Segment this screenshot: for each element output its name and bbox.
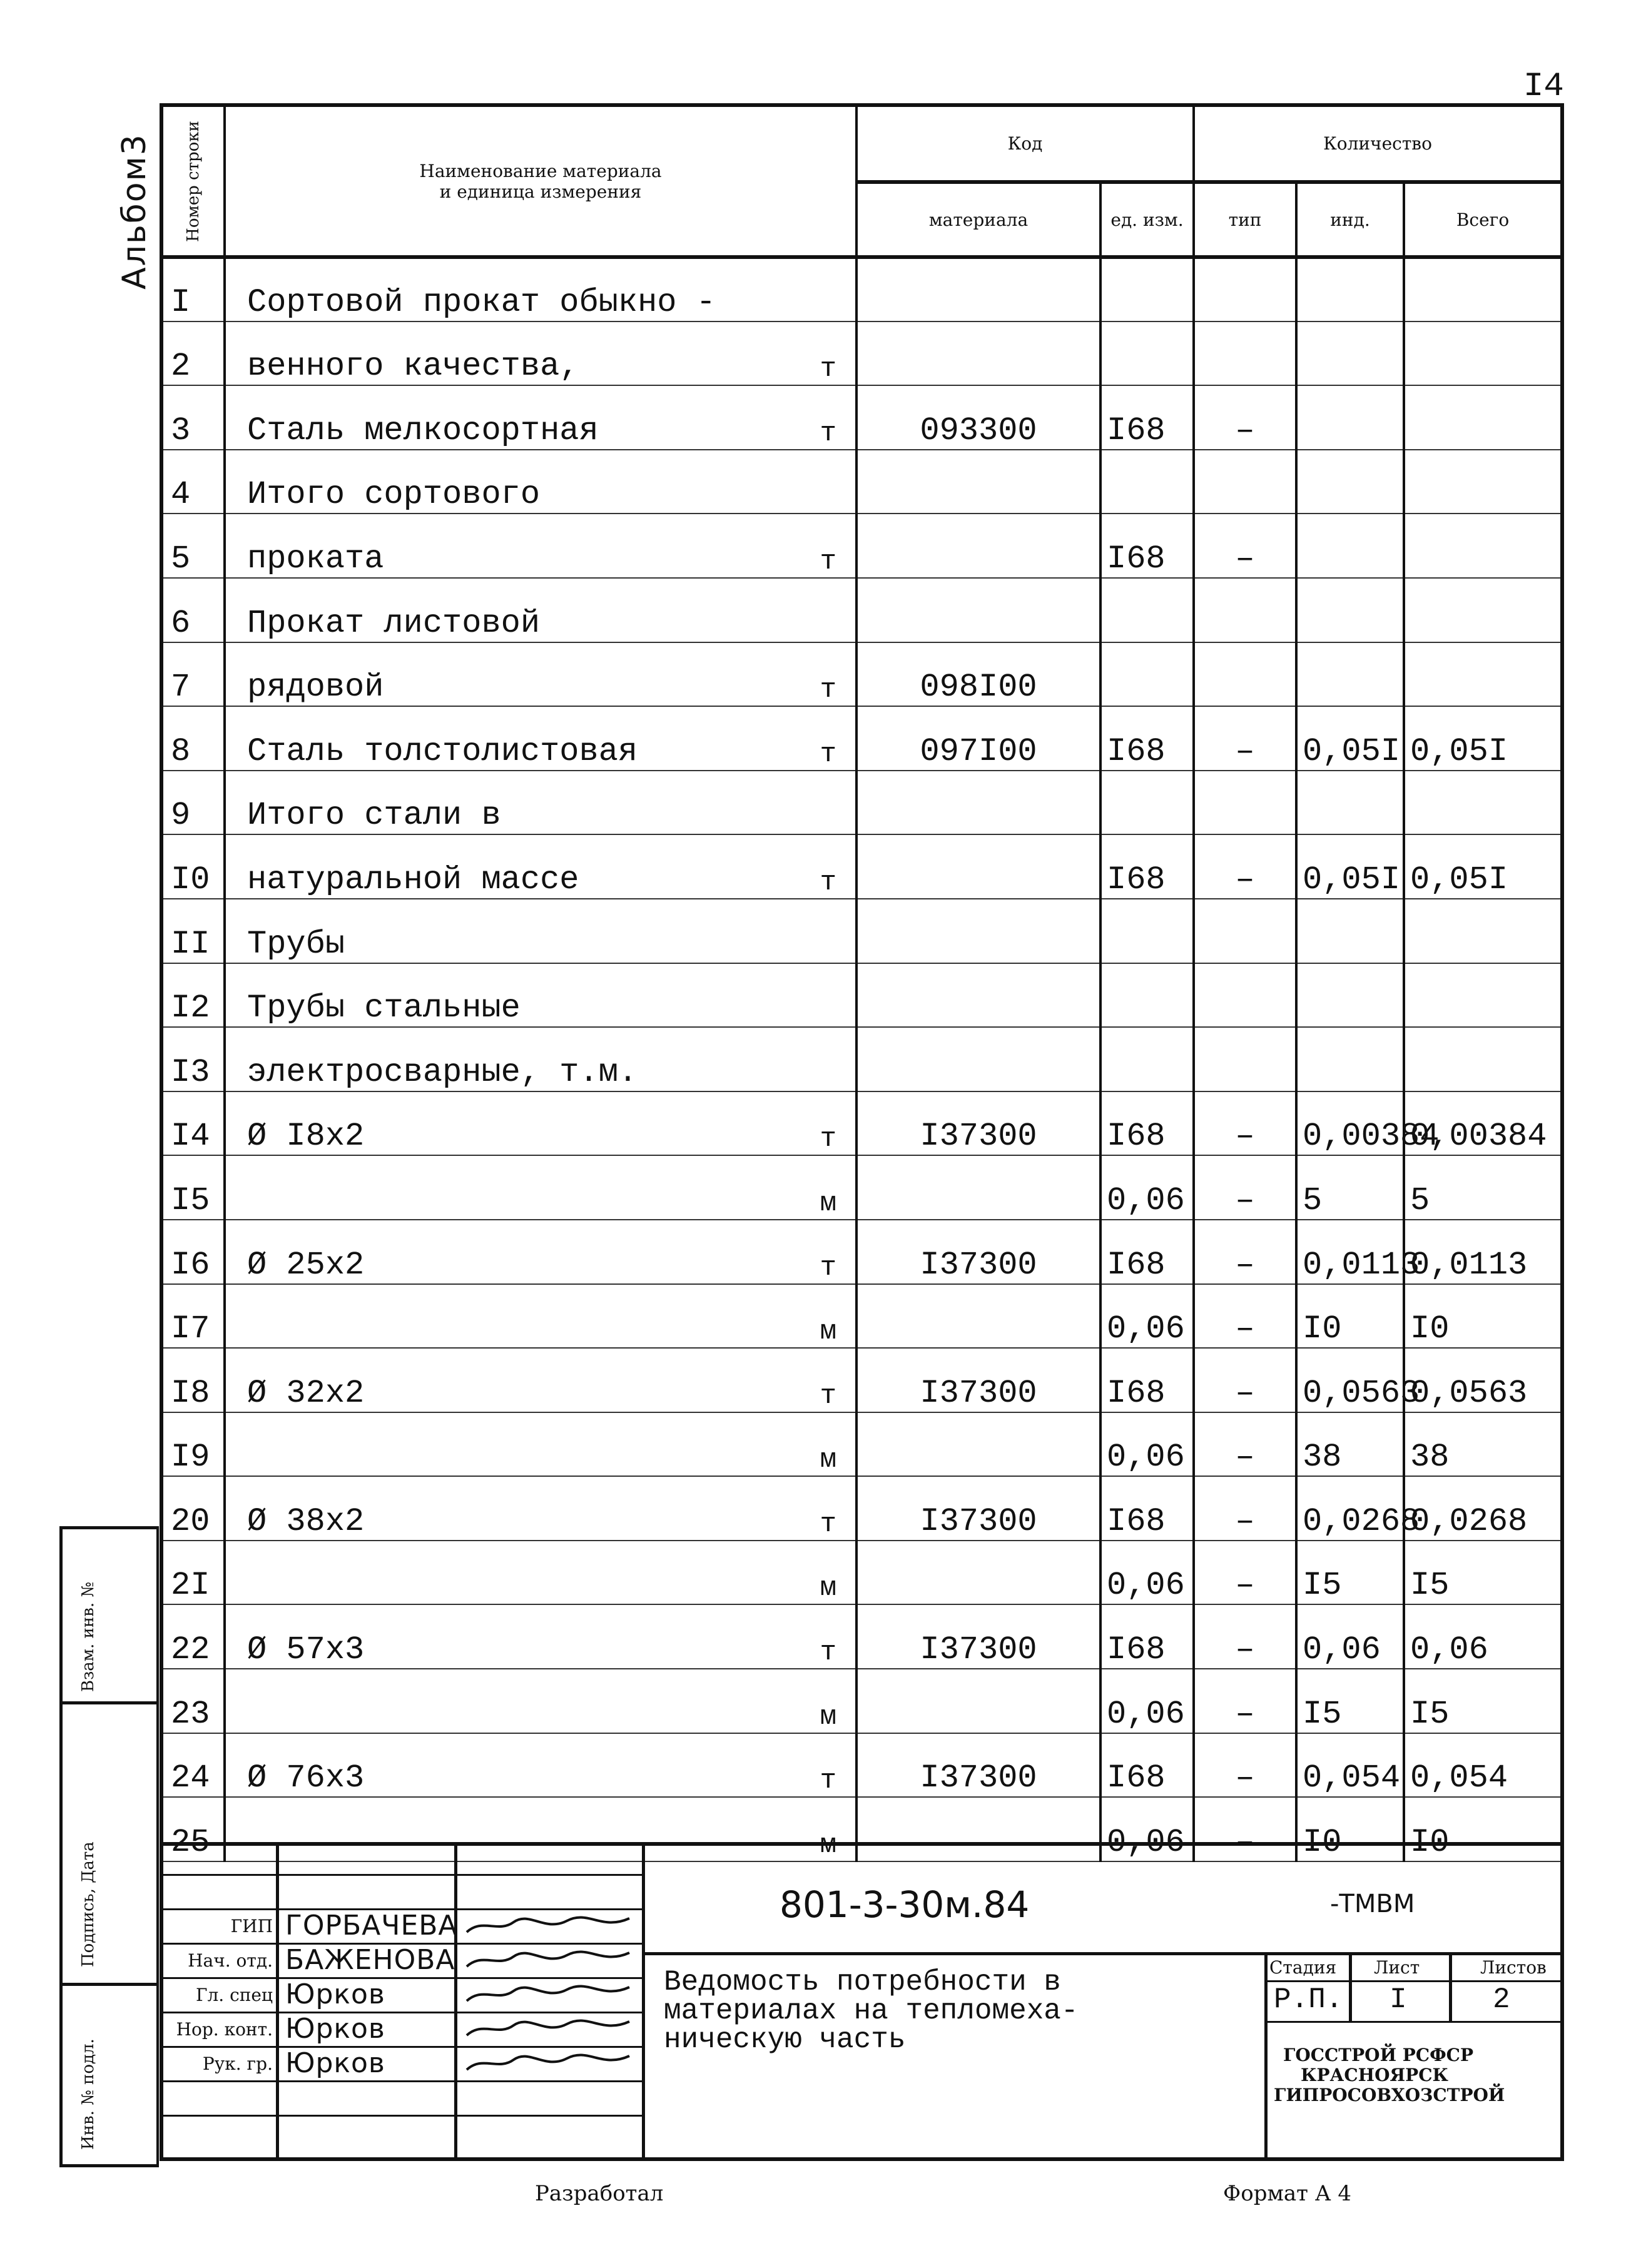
qty-type-cell: – [1194,385,1296,450]
signature [464,2052,633,2073]
table-row [163,321,1560,386]
material-code-cell: 098I00 [856,642,1100,707]
header-name: Наименование материала и единица измерения [225,107,856,257]
footer-format: Формат А 4 [1223,2181,1351,2206]
material-code-cell: 097I00 [856,706,1100,771]
material-code-cell [856,963,1100,1028]
material-code-cell: I37300 [856,1091,1100,1156]
org-line-1: ГОССТРОЙ РСФСР [1283,2045,1474,2065]
material-name-cell [225,834,856,899]
qty-type-cell: – [1194,1348,1296,1412]
table-row [163,1733,1560,1798]
qty-type-cell: – [1194,1797,1296,1861]
material-name-cell [225,1476,856,1541]
table-row [163,385,1560,450]
material-name-cell [225,1155,856,1220]
document-suffix: -ТМВМ [1330,1890,1415,1918]
qty-type-cell [1194,257,1296,321]
qty-total-cell: 5 [1404,1155,1560,1220]
qty-ind-cell: 0,00384 [1296,1091,1404,1156]
row-number-cell: I6 [163,1220,225,1284]
qty-type-cell: – [1194,1733,1296,1798]
qty-type-cell [1194,450,1296,514]
material-code-cell [856,1412,1100,1477]
material-name-text: натуральной массе [247,861,579,898]
qty-total-cell [1404,642,1560,707]
qty-type-cell: – [1194,1669,1296,1733]
qty-ind-cell: 0,05I [1296,706,1404,771]
unit-code-cell: I68 [1100,385,1194,450]
table-row [163,771,1560,835]
material-name-cell [225,963,856,1028]
qty-total-cell [1404,321,1560,386]
qty-total-cell: 0,054 [1404,1733,1560,1798]
signature [464,2018,633,2039]
material-code-cell: I37300 [856,1733,1100,1798]
unit-text: т [820,1765,836,1797]
qty-type-cell: – [1194,1476,1296,1541]
material-code-cell [856,771,1100,835]
signature [464,1983,633,2005]
qty-total-cell [1404,963,1560,1028]
qty-ind-cell [1296,771,1404,835]
header-quantity: Количество [1194,107,1560,182]
row-number-cell: 23 [163,1669,225,1733]
qty-ind-cell: I0 [1296,1797,1404,1861]
page-number: I4 [1523,68,1564,106]
material-name-text: проката [247,540,384,577]
unit-code-cell [1100,1027,1194,1091]
stamp-sign-date: Подпись, Дата [59,1701,159,1986]
material-code-cell [856,450,1100,514]
qty-type-cell: – [1194,1284,1296,1349]
table-row [163,899,1560,963]
document-code: 801-3-30м.84 [780,1883,1030,1926]
unit-text: т [820,1508,836,1540]
stage-label: Стадия [1269,1957,1337,1978]
qty-total-cell: 0,0563 [1404,1348,1560,1412]
material-name-cell [225,257,856,321]
table-row [163,578,1560,642]
sheet-label: Лист [1374,1957,1420,1978]
document-title-line-3: ническую часть [664,2023,906,2056]
material-code-cell: I37300 [856,1220,1100,1284]
org-line-2: КРАСНОЯРСК [1301,2065,1448,2085]
qty-type-cell [1194,963,1296,1028]
row-number-cell: 6 [163,578,225,642]
qty-ind-cell: 0,0268 [1296,1476,1404,1541]
qty-type-cell [1194,321,1296,386]
unit-code-cell: 0,06 [1100,1284,1194,1349]
material-code-cell: I37300 [856,1348,1100,1412]
row-number-cell: 9 [163,771,225,835]
qty-ind-cell [1296,385,1404,450]
qty-type-cell [1194,771,1296,835]
material-name-cell [225,899,856,963]
footer-developed: Разработал [535,2181,664,2206]
table-row [163,1348,1560,1412]
row-number-cell: 2I [163,1541,225,1605]
qty-total-cell [1404,899,1560,963]
header-code-material: материала [856,182,1100,257]
role-label: Нач. отд. [188,1950,273,1971]
material-code-cell: 093300 [856,385,1100,450]
unit-code-cell [1100,771,1194,835]
qty-ind-cell [1296,642,1404,707]
material-name-text: Ø 76x3 [247,1759,365,1797]
qty-type-cell: – [1194,514,1296,578]
unit-code-cell: I68 [1100,1476,1194,1541]
unit-code-cell [1100,963,1194,1028]
qty-ind-cell [1296,1027,1404,1091]
qty-ind-cell: 0,0563 [1296,1348,1404,1412]
unit-code-cell: 0,06 [1100,1541,1194,1605]
header-row-number: Номер строки [163,107,225,257]
unit-code-cell: I68 [1100,1348,1194,1412]
header-qty-total: Всего [1404,182,1560,257]
row-number-cell: 2 [163,321,225,386]
signature [464,1949,633,1970]
stage-value: Р.П. [1274,1983,1343,2016]
material-code-cell [856,321,1100,386]
material-name-cell [225,1284,856,1349]
material-name-cell [225,1541,856,1605]
material-code-cell [856,1669,1100,1733]
unit-code-cell: 0,06 [1100,1155,1194,1220]
unit-text: т [820,1252,836,1283]
unit-code-cell [1100,321,1194,386]
material-name-text: Ø I8x2 [247,1118,365,1155]
document-title-line-2: материалах на тепломеха- [664,1995,1079,2027]
material-name-text: Трубы [247,925,345,963]
qty-ind-cell: I5 [1296,1669,1404,1733]
material-name-cell [225,1348,856,1412]
qty-type-cell: – [1194,1091,1296,1156]
qty-type-cell [1194,642,1296,707]
qty-ind-cell: 0,0113 [1296,1220,1404,1284]
row-number-cell: 22 [163,1604,225,1669]
qty-ind-cell: 38 [1296,1412,1404,1477]
row-number-cell: I4 [163,1091,225,1156]
unit-text: т [820,866,836,898]
table-row [163,963,1560,1028]
qty-type-cell: – [1194,1604,1296,1669]
table-row [163,642,1560,707]
material-code-cell [856,1027,1100,1091]
qty-total-cell [1404,771,1560,835]
unit-text: т [820,1123,836,1155]
row-number-cell: II [163,899,225,963]
material-name-text: Сталь мелкосортная [247,412,599,449]
material-code-cell [856,834,1100,899]
row-number-cell: I3 [163,1027,225,1091]
qty-total-cell: I0 [1404,1797,1560,1861]
person-name: БАЖЕНОВА [285,1944,455,1976]
org-line-3: ГИПРОСОВХОЗСТРОЙ [1274,2085,1505,2105]
material-name-cell [225,1733,856,1798]
person-name: Юрков [285,1978,385,2010]
unit-code-cell: I68 [1100,1733,1194,1798]
table-row [163,1604,1560,1669]
material-name-cell [225,1412,856,1477]
person-name: Юрков [285,2047,385,2079]
material-code-cell [856,1541,1100,1605]
unit-code-cell [1100,642,1194,707]
role-label: Гл. спец [195,1985,273,2005]
sheets-value: 2 [1493,1983,1510,2016]
material-code-cell [856,578,1100,642]
row-number-cell: I5 [163,1155,225,1220]
table-row [163,257,1560,321]
sheets-label: Листов [1480,1957,1547,1978]
material-name-text: Прокат листовой [247,604,541,642]
material-name-text: электросварные, т.м. [247,1053,638,1091]
qty-ind-cell: 0,054 [1296,1733,1404,1798]
qty-ind-cell: I5 [1296,1541,1404,1605]
row-number-cell: 5 [163,514,225,578]
qty-total-cell: I0 [1404,1284,1560,1349]
unit-text: м [820,1701,836,1733]
table-row [163,1027,1560,1091]
unit-code-cell: I68 [1100,1091,1194,1156]
header-code-unit: ед. изм. [1100,182,1194,257]
material-name-cell [225,1604,856,1669]
qty-total-cell [1404,514,1560,578]
material-name-text: Ø 32x2 [247,1374,365,1412]
material-name-cell [225,1669,856,1733]
table-row [163,1091,1560,1156]
row-number-cell: 3 [163,385,225,450]
qty-type-cell [1194,1027,1296,1091]
unit-text: т [820,417,836,449]
unit-code-cell: 0,06 [1100,1412,1194,1477]
unit-code-cell: I68 [1100,1220,1194,1284]
row-number-cell: I9 [163,1412,225,1477]
unit-text: т [820,674,836,706]
unit-text: м [820,1572,836,1604]
row-number-cell: I8 [163,1348,225,1412]
unit-code-cell [1100,578,1194,642]
material-name-text: Сортовой прокат обыкно - [247,283,716,321]
qty-ind-cell: 0,05I [1296,834,1404,899]
row-number-cell: I2 [163,963,225,1028]
table-row [163,1476,1560,1541]
material-name-cell [225,1091,856,1156]
qty-type-cell: – [1194,706,1296,771]
material-name-text: рядовой [247,669,384,706]
role-label: Рук. гр. [202,2053,273,2074]
material-name-cell [225,385,856,450]
material-name-cell [225,706,856,771]
unit-text: т [820,545,836,577]
material-name-text: Итого стали в [247,797,501,834]
qty-total-cell [1404,385,1560,450]
material-name-cell [225,578,856,642]
material-name-text: Сталь толстолистовая [247,732,638,770]
unit-code-cell: I68 [1100,514,1194,578]
unit-code-cell [1100,257,1194,321]
material-code-cell: I37300 [856,1476,1100,1541]
title-block [163,1842,1560,2161]
material-name-cell [225,771,856,835]
table-row [163,1541,1560,1605]
role-label: ГИП [230,1916,273,1936]
person-name: Юрков [285,2013,385,2045]
qty-ind-cell: 5 [1296,1155,1404,1220]
qty-total-cell: 0,06 [1404,1604,1560,1669]
unit-text: т [820,738,836,770]
row-number-cell: 4 [163,450,225,514]
qty-total-cell [1404,578,1560,642]
table-row [163,1155,1560,1220]
material-code-cell [856,899,1100,963]
table-row [163,1220,1560,1284]
unit-code-cell: I68 [1100,706,1194,771]
unit-code-cell: I68 [1100,834,1194,899]
qty-total-cell: 0,0268 [1404,1476,1560,1541]
qty-total-cell [1404,450,1560,514]
qty-type-cell: – [1194,1541,1296,1605]
document-title-line-1: Ведомость потребности в [664,1966,1061,1998]
unit-text: м [820,1829,836,1861]
qty-type-cell [1194,899,1296,963]
row-number-cell: I7 [163,1284,225,1349]
qty-type-cell: – [1194,1412,1296,1477]
material-name-text: венного качества, [247,348,579,385]
material-name-text: Ø 57x3 [247,1631,365,1669]
material-name-text: Трубы стальные [247,990,521,1027]
qty-ind-cell: I0 [1296,1284,1404,1349]
unit-text: т [820,1637,836,1669]
material-code-cell: I37300 [856,1604,1100,1669]
qty-type-cell: – [1194,1155,1296,1220]
unit-text: м [820,1444,836,1476]
qty-total-cell: 0,00384 [1404,1091,1560,1156]
header-qty-ind: инд. [1296,182,1404,257]
material-name-cell [225,1220,856,1284]
qty-ind-cell [1296,450,1404,514]
table-row [163,1412,1560,1477]
qty-ind-cell [1296,514,1404,578]
unit-text: м [820,1316,836,1348]
table-row [163,450,1560,514]
header-code: Код [856,107,1194,182]
role-label: Нор. конт. [176,2019,273,2040]
signature [464,1915,633,1936]
row-number-cell: I0 [163,834,225,899]
album-label: Альбом3 [116,133,153,290]
qty-total-cell: 0,05I [1404,834,1560,899]
materials-table [163,107,1560,1862]
material-name-cell [225,321,856,386]
header-qty-type: тип [1194,182,1296,257]
qty-total-cell: 0,05I [1404,706,1560,771]
material-name-text: Итого сортового [247,476,541,514]
table-row [163,1284,1560,1349]
material-name-text: Ø 25x2 [247,1246,365,1283]
material-name-cell [225,642,856,707]
qty-total-cell: 0,0113 [1404,1220,1560,1284]
table-row [163,706,1560,771]
unit-text: м [820,1187,836,1219]
material-code-cell [856,1155,1100,1220]
sheet-value: I [1390,1983,1407,2016]
row-number-cell: 20 [163,1476,225,1541]
row-number-cell: I [163,257,225,321]
qty-type-cell [1194,578,1296,642]
qty-ind-cell [1296,578,1404,642]
row-number-cell: 24 [163,1733,225,1798]
material-code-cell [856,1284,1100,1349]
qty-total-cell [1404,1027,1560,1091]
table-row [163,1669,1560,1733]
qty-total-cell [1404,257,1560,321]
qty-total-cell: I5 [1404,1669,1560,1733]
unit-code-cell [1100,899,1194,963]
qty-total-cell: 38 [1404,1412,1560,1477]
row-number-cell: 7 [163,642,225,707]
material-name-cell [225,514,856,578]
row-number-cell: 25 [163,1797,225,1861]
material-code-cell [856,514,1100,578]
qty-ind-cell [1296,321,1404,386]
stamp-inv-orig: Инв. № подл. [59,1983,159,2167]
qty-ind-cell [1296,963,1404,1028]
material-name-text: Ø 38x2 [247,1502,365,1540]
person-name: ГОРБАЧЕВА [285,1910,458,1941]
unit-code-cell [1100,450,1194,514]
unit-code-cell: I68 [1100,1604,1194,1669]
qty-ind-cell: 0,06 [1296,1604,1404,1669]
qty-total-cell: I5 [1404,1541,1560,1605]
unit-text: т [820,1380,836,1412]
stamp-inv-replace: Взам. инв. № [59,1526,159,1704]
row-number-cell: 8 [163,706,225,771]
unit-text: т [820,353,836,385]
unit-code-cell: 0,06 [1100,1797,1194,1861]
qty-ind-cell [1296,257,1404,321]
qty-type-cell: – [1194,1220,1296,1284]
material-code-cell [856,257,1100,321]
table-row [163,514,1560,578]
material-name-cell [225,1027,856,1091]
material-name-cell [225,450,856,514]
unit-code-cell: 0,06 [1100,1669,1194,1733]
qty-type-cell: – [1194,834,1296,899]
qty-ind-cell [1296,899,1404,963]
table-row [163,834,1560,899]
